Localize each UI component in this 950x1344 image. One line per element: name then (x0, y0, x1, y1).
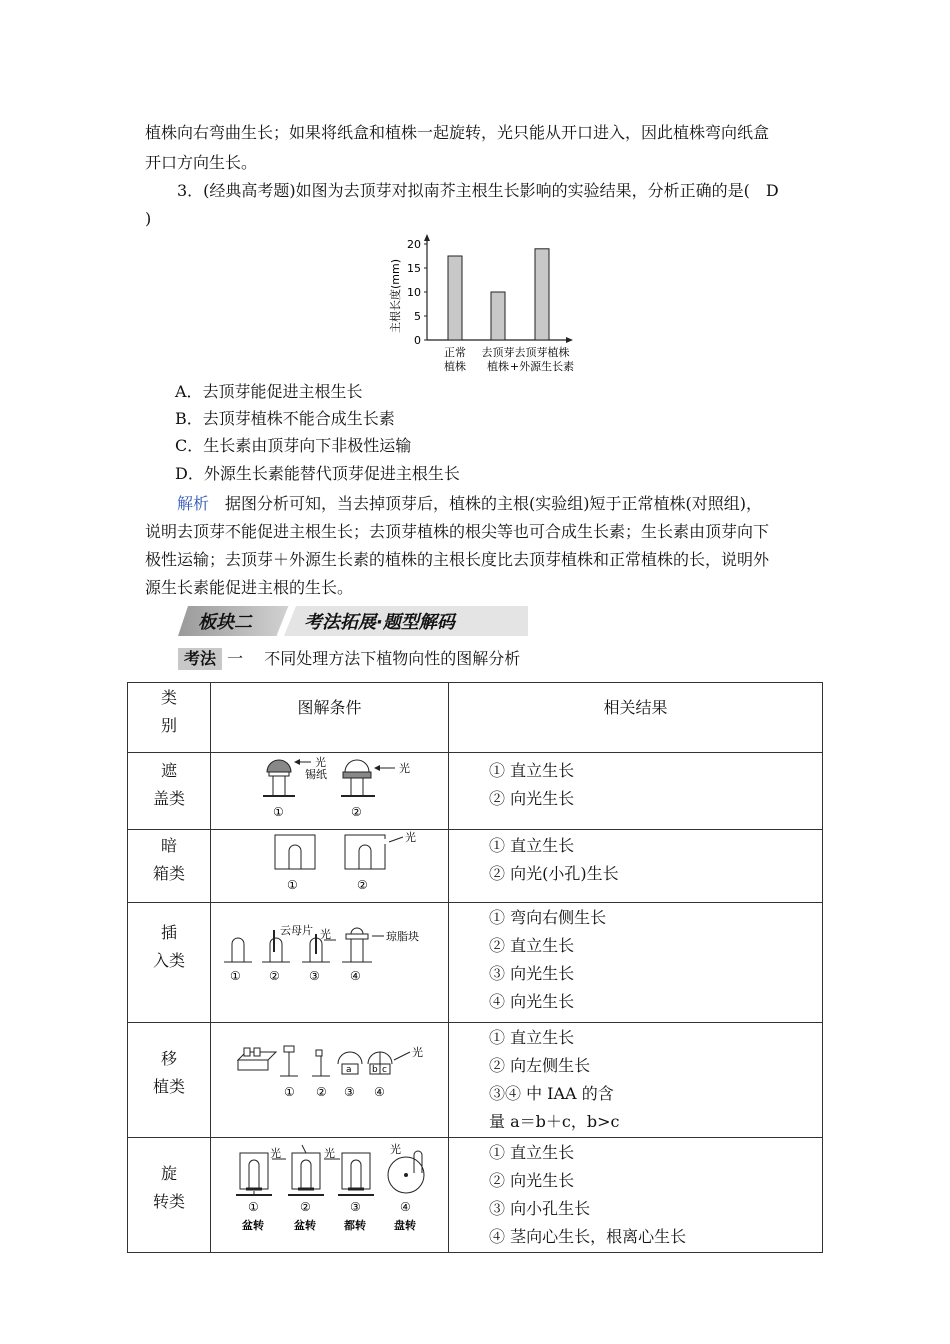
result-line: ② 向光生长 (489, 1171, 575, 1190)
kaofa-heading (178, 648, 520, 670)
fig-number: ③ (308, 969, 320, 983)
analysis-line-3: 极性运输；去顶芽＋外源生长素的植株的主根长度比去顶芽植株和正常植株的长，说明外 (145, 550, 770, 569)
tip-block-icon (254, 1048, 260, 1056)
fig-number: ① (272, 805, 284, 819)
analysis-label: 解析 (177, 494, 210, 513)
header-category (128, 683, 211, 753)
light-label: 光 (319, 928, 331, 941)
question-stem: 3．(经典高考题)如图为去顶芽对拟南芥主根生长影响的实验结果，分析正确的是( D (177, 181, 779, 200)
agar-block-icon (316, 1050, 322, 1056)
intro-line-2: 开口方向生长。 (145, 153, 258, 172)
row3-cat-2: 入类 (152, 951, 185, 970)
label-c: c (381, 1065, 387, 1075)
result-line: ① 直立生长 (489, 1143, 575, 1162)
rotation-label: 盆转 (241, 1219, 264, 1232)
row1-results (449, 753, 823, 830)
agar-tray-icon (238, 1060, 268, 1070)
x-tick-label: 植株 (487, 360, 509, 373)
y-axis-label-group (388, 259, 402, 333)
analysis-text-1: 据图分析可知，当去掉顶芽后，植株的主根(实验组)短于正常植株(对照组)， (225, 494, 763, 513)
tip-icon (351, 928, 363, 934)
y-tick-label: 15 (407, 262, 421, 275)
row5-category (128, 1138, 211, 1253)
foil-label: 锡纸 (304, 768, 327, 781)
foil-cap-icon (267, 760, 291, 772)
rotation-diagram (230, 1139, 430, 1247)
banner-right-text: 考法拓展·题型解码 (304, 612, 455, 633)
seedling-icon (289, 845, 301, 869)
row5-cat-1: 旋 (160, 1164, 177, 1183)
result-line: ① 直立生长 (489, 761, 575, 780)
fig-number: ④ (349, 969, 361, 983)
row5-results (449, 1138, 823, 1253)
seedling-icon (359, 845, 371, 869)
coleoptile-base-icon (269, 772, 289, 776)
label-a: a (345, 1065, 352, 1075)
row2-cat-1: 暗 (160, 836, 177, 855)
row1-category (128, 753, 211, 830)
result-line: ④ 茎向心生长，根离心生长 (489, 1227, 687, 1246)
arrow-icon (302, 1145, 306, 1153)
analysis-line-2: 说明去顶芽不能促进主根生长；去顶芽植株的根尖等也可合成生长素；生长素由顶芽向下 (145, 522, 770, 541)
fig-number: ③ (343, 1085, 355, 1099)
question-stem-end: ) (145, 209, 152, 228)
y-tick-label: 0 (414, 334, 421, 347)
analysis-line-1 (145, 490, 810, 518)
table-row (128, 1138, 823, 1253)
y-tick-label: 20 (407, 238, 421, 251)
intro-line-1: 植株向右弯曲生长；如果将纸盒和植株一起旋转，光只能从开口进入，因此植株弯向纸盒 (145, 123, 770, 142)
header-cat-bottom: 别 (160, 716, 177, 735)
insertion-diagram (214, 904, 446, 1014)
light-arrow-icon (394, 1052, 410, 1060)
x-tick-label: 植株 (444, 360, 466, 373)
fig-number: ③ (349, 1200, 361, 1214)
arrow-head-icon (294, 759, 300, 765)
kaofa-tag: 考法 (178, 648, 222, 670)
seedling-icon (232, 938, 244, 962)
row4-figure-cell (211, 1023, 449, 1138)
row2-category (128, 830, 211, 903)
dark-box-diagram (235, 831, 425, 897)
arrow-head-icon (374, 765, 380, 771)
light-label: 光 (269, 1147, 281, 1160)
fig-number: ② (299, 1200, 311, 1214)
agar-block-icon (284, 1046, 294, 1052)
row3-results (449, 903, 823, 1023)
row1-cat-1: 遮 (160, 761, 177, 780)
banner-left-text: 板块二 (198, 612, 252, 633)
option-a: A．去顶芽能促进主根生长 (175, 382, 363, 401)
result-line: ② 向光(小孔)生长 (489, 864, 619, 883)
dark-box-icon (275, 835, 315, 869)
y-tick-label: 10 (407, 286, 421, 299)
x-tick-label: 正常 (444, 346, 466, 359)
mica-label: 云母片 (279, 924, 313, 937)
bar-chart (385, 232, 600, 377)
seedling-icon (351, 939, 363, 962)
seedling-icon (249, 1160, 259, 1189)
light-label-2: 光 (398, 762, 410, 775)
result-line: ① 直立生长 (489, 1028, 575, 1047)
dark-box-icon (345, 835, 385, 869)
fig-number: ④ (373, 1085, 385, 1099)
row3-figure-cell (211, 903, 449, 1023)
light-arrow-icon (389, 837, 403, 842)
row3-category (128, 903, 211, 1023)
box-icon (240, 1153, 268, 1189)
table-header-row (128, 683, 823, 753)
fig-number: ① (283, 1085, 295, 1099)
seedling-icon (351, 1160, 361, 1189)
result-line: ② 向光生长 (489, 789, 575, 808)
fig-number: ② (350, 805, 362, 819)
light-label-2: 光 (323, 1147, 335, 1160)
row4-category (128, 1023, 211, 1138)
result-line: ① 弯向右侧生长 (489, 908, 607, 927)
tip-block-icon (244, 1048, 250, 1056)
row4-results (449, 1023, 823, 1138)
tropism-table (127, 682, 823, 1253)
row1-cat-2: 盖类 (152, 789, 185, 808)
fig-number: ④ (399, 1200, 411, 1214)
result-line: ② 直立生长 (489, 936, 575, 955)
bar-2 (491, 292, 505, 340)
covering-diagram (235, 754, 425, 824)
rotation-label: 都转 (343, 1219, 366, 1232)
y-axis-arrow (424, 234, 430, 241)
light-label: 光 (411, 1046, 423, 1059)
fig-number: ① (286, 878, 298, 892)
header-cat-top: 类 (160, 688, 177, 707)
row2-results (449, 830, 823, 903)
result-line: ③④ 中 IAA 的含 (489, 1084, 614, 1103)
result-line: ③ 向小孔生长 (489, 1199, 591, 1218)
result-line: 量 a＝b＋c，b>c (489, 1112, 620, 1131)
light-label: 光 (404, 831, 416, 844)
rotation-label: 盆转 (293, 1219, 316, 1232)
row2-cat-2: 箱类 (152, 864, 185, 883)
table-row (128, 1023, 823, 1138)
seedling-icon (270, 938, 282, 962)
foil-sleeve-icon (343, 772, 371, 778)
fig-number: ① (229, 969, 241, 983)
row3-cat-1: 插 (160, 923, 177, 942)
table-row (128, 903, 823, 1023)
y-axis-label: 主根长度(mm) (389, 258, 402, 334)
fig-number: ① (247, 1200, 259, 1214)
row2-figure-cell (211, 830, 449, 903)
option-c: C．生长素由顶芽向下非极性运输 (175, 436, 412, 455)
x-tick-label: 去顶芽 (481, 346, 515, 359)
header-result: 相关结果 (449, 683, 823, 753)
transplant-diagram (230, 1024, 430, 1128)
agar-block-icon (346, 934, 368, 939)
label-b: b (371, 1065, 378, 1075)
header-image: 图解条件 (211, 683, 449, 753)
result-line: ② 向左侧生长 (489, 1056, 591, 1075)
table-row (128, 830, 823, 903)
row4-cat-2: 植类 (152, 1077, 185, 1096)
hole-icon (383, 839, 387, 844)
row5-cat-2: 转类 (152, 1192, 185, 1211)
row1-figure-cell (211, 753, 449, 830)
y-tick-label: 5 (414, 310, 421, 323)
fig-number: ② (268, 969, 280, 983)
table-row (128, 753, 823, 830)
result-line: ④ 向光生长 (489, 992, 575, 1011)
box-icon (292, 1153, 320, 1189)
box-icon (342, 1153, 370, 1189)
x-tick-label: 去顶芽植株 (514, 346, 570, 359)
fig-number: ② (356, 878, 368, 892)
x-axis-arrow (566, 337, 573, 343)
light-label: 光 (314, 756, 326, 769)
kaofa-num: 一 (227, 649, 244, 668)
row4-cat-1: 移 (160, 1049, 177, 1068)
kaofa-title: 不同处理方法下植物向性的图解分析 (264, 649, 521, 668)
agar-label: 琼脂块 (385, 930, 419, 943)
analysis-line-4: 源生长素能促进主根的生长。 (145, 578, 354, 597)
result-line: ③ 向光生长 (489, 964, 575, 983)
bar-3 (535, 249, 549, 340)
result-line: ① 直立生长 (489, 836, 575, 855)
row5-figure-cell (211, 1138, 449, 1253)
tip-icon (338, 1052, 362, 1064)
center-dot-icon (404, 1173, 408, 1177)
option-b: B．去顶芽植株不能合成生长素 (175, 409, 395, 428)
tip-icon (345, 760, 369, 772)
section-banner (178, 604, 528, 638)
rotation-label: 盘转 (393, 1219, 416, 1232)
option-d: D．外源生长素能替代顶芽促进主根生长 (175, 464, 460, 483)
light-label-3: 光 (389, 1143, 401, 1156)
x-tick-label: +外源生长素 (509, 360, 575, 373)
fig-number: ② (315, 1085, 327, 1099)
seedling-icon (301, 1160, 311, 1189)
bar-1 (448, 256, 462, 340)
